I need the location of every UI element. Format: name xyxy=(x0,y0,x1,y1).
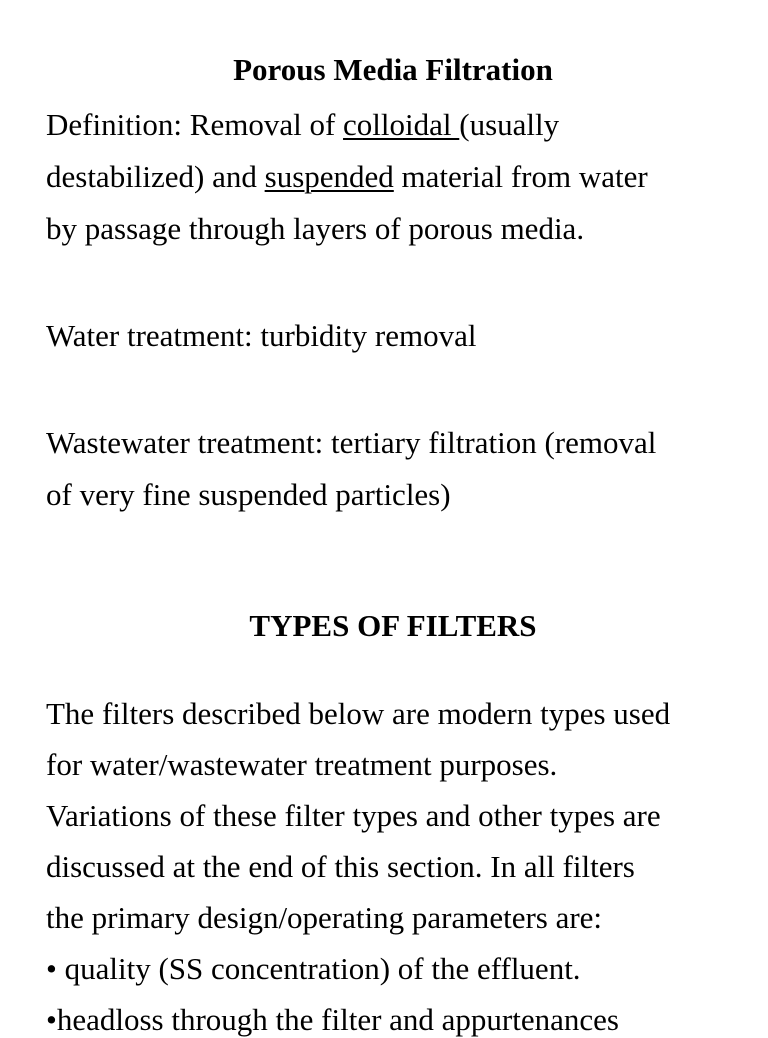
paragraph-line-3: Variations of these filter types and other types are xyxy=(46,798,661,833)
wastewater-treatment-line-1: Wastewater treatment: tertiary filtration (removal xyxy=(46,425,657,460)
water-treatment-text: Water treatment: turbidity removal xyxy=(46,318,477,353)
term-colloidal: colloidal xyxy=(343,107,460,142)
paragraph-line-4: discussed at the end of this section. In all filters xyxy=(46,849,635,884)
bullet-item: • quality (SS concentration) of the effluent. xyxy=(46,951,581,986)
bullet-item: •headloss through the filter and appurtenances xyxy=(46,1002,619,1037)
definition-suffix: (usually xyxy=(459,107,560,142)
document-title: Porous Media Filtration xyxy=(233,52,553,87)
wastewater-treatment-line-2: of very fine suspended particles) xyxy=(46,477,451,512)
definition-line-3: by passage through layers of porous media. xyxy=(46,211,585,246)
definition-prefix: Definition: Removal of xyxy=(46,107,344,142)
definition-line-2-prefix: destabilized) and xyxy=(46,159,265,194)
paragraph-line-1: The filters described below are modern types used xyxy=(46,696,671,731)
definition-line-1 xyxy=(46,107,559,143)
paragraph-line-5: the primary design/operating parameters are: xyxy=(46,900,603,935)
paragraph-line-2: for water/wastewater treatment purposes. xyxy=(46,747,558,782)
section-heading: TYPES OF FILTERS xyxy=(249,608,537,643)
term-suspended: suspended xyxy=(264,159,394,194)
definition-line-2-suffix: material from water xyxy=(393,159,648,194)
definition-line-2 xyxy=(46,159,648,195)
